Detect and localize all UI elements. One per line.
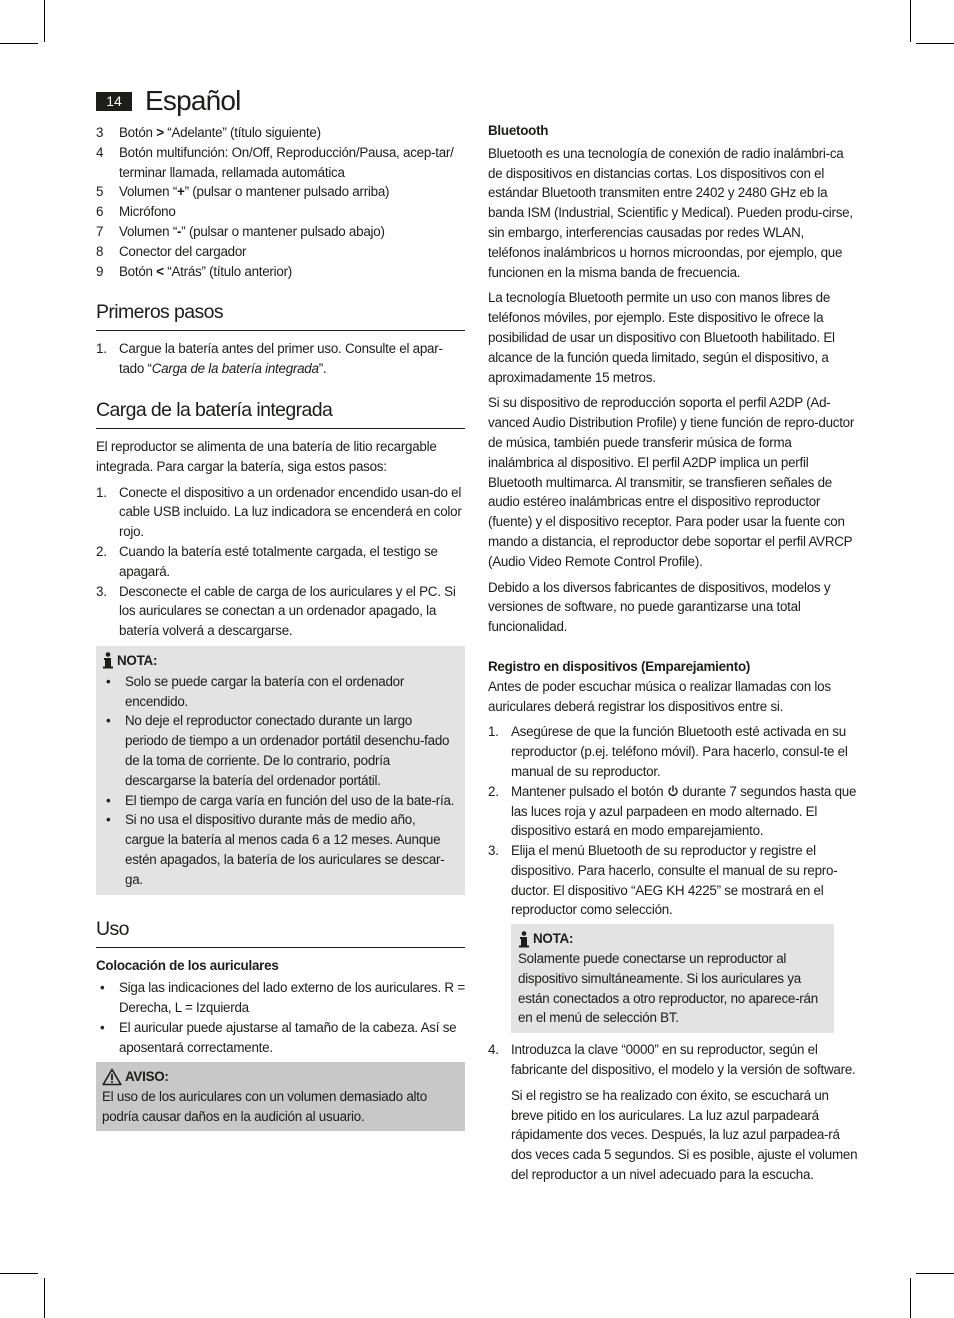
list-item: 2. Cuando la batería esté totalmente cargada, el testigo se apagará. — [96, 543, 438, 579]
warning-label: AVISO: — [125, 1069, 169, 1085]
subheading-colocacion: Colocación de los auriculares — [96, 957, 279, 973]
list-item: 4. Introduzca la clave “0000” en su reproductor, según el fabricante del dispositivo, el modelo y la versión de software. — [488, 1042, 856, 1078]
list-item: • No deje el reproductor conectado durante un largo periodo de tiempo a un ordenador portátil desenchu-fado de la toma de corriente. De lo contrario, podría descargarse la batería del ordenador portátil. — [102, 711, 458, 790]
list-item: • El tiempo de carga varía en función del uso de la bate-ría. — [102, 791, 458, 811]
paragraph: Antes de poder escuchar música o realizar llamadas con los auriculares deberá registrar los dispositivos entre si. — [488, 678, 831, 714]
note-text: Solamente puede conectarse un reproductor al dispositivo simultáneamente. Si los auriculares ya están conectados a otro reproductor, no aparece-rán en el menú de selección BT. — [518, 951, 818, 1026]
primeros-list — [96, 339, 465, 379]
right-column — [488, 121, 858, 1185]
note-label: NOTA: — [117, 652, 158, 668]
paragraph: Bluetooth es una tecnología de conexión de radio inalámbri-ca de dispositivos en distancias cortas. Los dispositivos con el estándar Bluetooth transmiten entre 2402 y 2480 GHz eb la banda ISM (Industrial, Scientific y Medical). Pueden produ-cirse, sin embargo, interferencias causadas por redes WLAN, teléfonos inalámbricos u hornos microondas, por ejemplo, que funcionen en la misma banda de frecuencia. — [488, 145, 853, 280]
paragraph: Debido a los diversos fabricantes de dispositivos, modelos y versiones de software, no puede garantizarse una total funcionalidad. — [488, 579, 831, 635]
crop-mark — [44, 0, 45, 42]
crop-mark — [916, 43, 954, 44]
list-item: 1. Conecte el dispositivo a un ordenador encendido usan-do el cable USB incluido. La luz indicadora se encenderá en color rojo. — [96, 484, 462, 540]
left-column — [96, 123, 465, 1131]
list-item: 3. Desconecte el cable de carga de los auriculares y el PC. Si los auriculares se conectan a un ordenador apagado, la batería volverá a descargarse. — [96, 583, 456, 639]
list-item: 2. Mantener pulsado el botón durante 7 segundos hasta que las luces roja y azul parpadeen en modo alternado. El dispositivo estará en modo emparejamiento. — [488, 783, 857, 839]
page-title: Español — [145, 85, 241, 116]
carga-intro: El reproductor se alimenta de una batería de litio recargable integrada. Para cargar la batería, siga estos pasos: — [96, 438, 437, 474]
info-icon — [102, 652, 114, 669]
list-item: • Si no usa el dispositivo durante más de medio año, cargue la batería al menos cada 6 a 12 meses. Aunque estén apagados, la batería de los auriculares se descar-ga. — [102, 810, 458, 889]
warning-icon — [102, 1068, 122, 1086]
crop-mark — [0, 43, 38, 44]
paragraph: Si el registro se ha realizado con éxito, se escuchará un breve pitido en los auriculares. La luz azul parpadeará rápidamente dos veces. Después, la luz azul parpadea-rá dos veces cada 5 segundos. Si es posible, ajuste el volumen del reproductor a un nivel adecuado para la escucha. — [511, 1087, 858, 1183]
parts-list — [96, 123, 465, 281]
note-label: NOTA: — [533, 931, 574, 947]
pairing-steps — [488, 722, 858, 920]
list-item: 1. Asegúrese de que la función Bluetooth esté activada en su reproductor (p.ej. teléfono móvil). Para hacerlo, consul-te el manual de su reproductor. — [488, 724, 848, 779]
section-heading-carga: Carga de la batería integrada — [96, 398, 465, 429]
list-item: 4 Botón multifunción: On/Off, Reproducción/Pausa, acep-tar/ terminar llamada, rellamada automática — [96, 144, 454, 180]
subheading-bluetooth: Bluetooth — [488, 123, 549, 138]
list-item: • El auricular puede ajustarse al tamaño de la cabeza. Así se aposentará correctamente. — [96, 1018, 465, 1058]
list-item: 3. Elija el menú Bluetooth de su reproductor y registre el dispositivo. Para hacerlo, consulte el manual de su repro-ductor. El dispositivo “AEG KH 4225” se mostrará en el reproductor como selección. — [488, 843, 838, 918]
crop-mark — [910, 0, 911, 42]
crop-mark — [0, 1273, 38, 1274]
info-icon — [518, 931, 530, 948]
carga-steps — [96, 483, 465, 641]
warning-box — [96, 1062, 465, 1130]
crop-mark — [44, 1278, 45, 1318]
paragraph: Si su dispositivo de reproducción soporta el perfil A2DP (Ad-vanced Audio Distribution Profile) y tiene función de repro-ductor de música, también puede transferir música de forma inalámbrica al dispositivo. El perfil A2DP implica un perfil Bluetooth multimarca. Al transmitir, se transfieren señales de audio estéreo inalámbricas entre el dispositivo reproductor (fuente) y el dispositivo receptor. Para poder usar la fuente con mando a distancia, el reproductor debe soportar el perfil AVRCP (Audio Video Remote Control Profile). — [488, 395, 855, 569]
power-icon — [667, 785, 679, 797]
list-item: • Siga las indicaciones del lado externo de los auriculares. R = Derecha, L = Izquierda — [96, 978, 465, 1018]
uso-list — [96, 978, 465, 1057]
crop-mark — [916, 1273, 954, 1274]
section-heading-primeros: Primeros pasos — [96, 300, 465, 331]
list-item: 7 Volumen “-” (pulsar o mantener pulsado abajo) — [96, 223, 385, 239]
warning-text: El uso de los auriculares con un volumen demasiado alto podría causar daños en la audición al usuario. — [102, 1089, 427, 1125]
list-item: 5 Volumen “+” (pulsar o mantener pulsado arriba) — [96, 184, 390, 200]
note-box — [96, 646, 465, 895]
paragraph: La tecnología Bluetooth permite un uso con manos libres de teléfonos móviles, por ejemplo. Este dispositivo le ofrece la posibilidad de usar un dispositivo con Bluetooth habilitado. El alcance de la función queda limitado, según el dispositivo, a aproximadamente 15 metros. — [488, 290, 835, 385]
crop-mark — [910, 1278, 911, 1318]
pairing-step-4 — [488, 1040, 858, 1080]
section-heading-uso: Uso — [96, 917, 465, 948]
list-item: 1. Cargue la batería antes del primer uso. Consulte el apar-tado “Carga de la batería integrada”. — [96, 341, 443, 377]
list-item: 8 Conector del cargador — [96, 243, 247, 259]
list-item: 6 Micrófono — [96, 204, 176, 220]
subheading-pairing: Registro en dispositivos (Emparejamiento) — [488, 658, 751, 674]
list-item: 3 Botón > “Adelante” (título siguiente) — [96, 125, 321, 140]
page-number: 14 — [96, 92, 132, 111]
list-item: • Solo se puede cargar la batería con el ordenador encendido. — [102, 672, 458, 712]
note-list — [102, 672, 458, 890]
note-box — [511, 924, 834, 1033]
list-item: 9 Botón < “Atrás” (título anterior) — [96, 263, 292, 279]
